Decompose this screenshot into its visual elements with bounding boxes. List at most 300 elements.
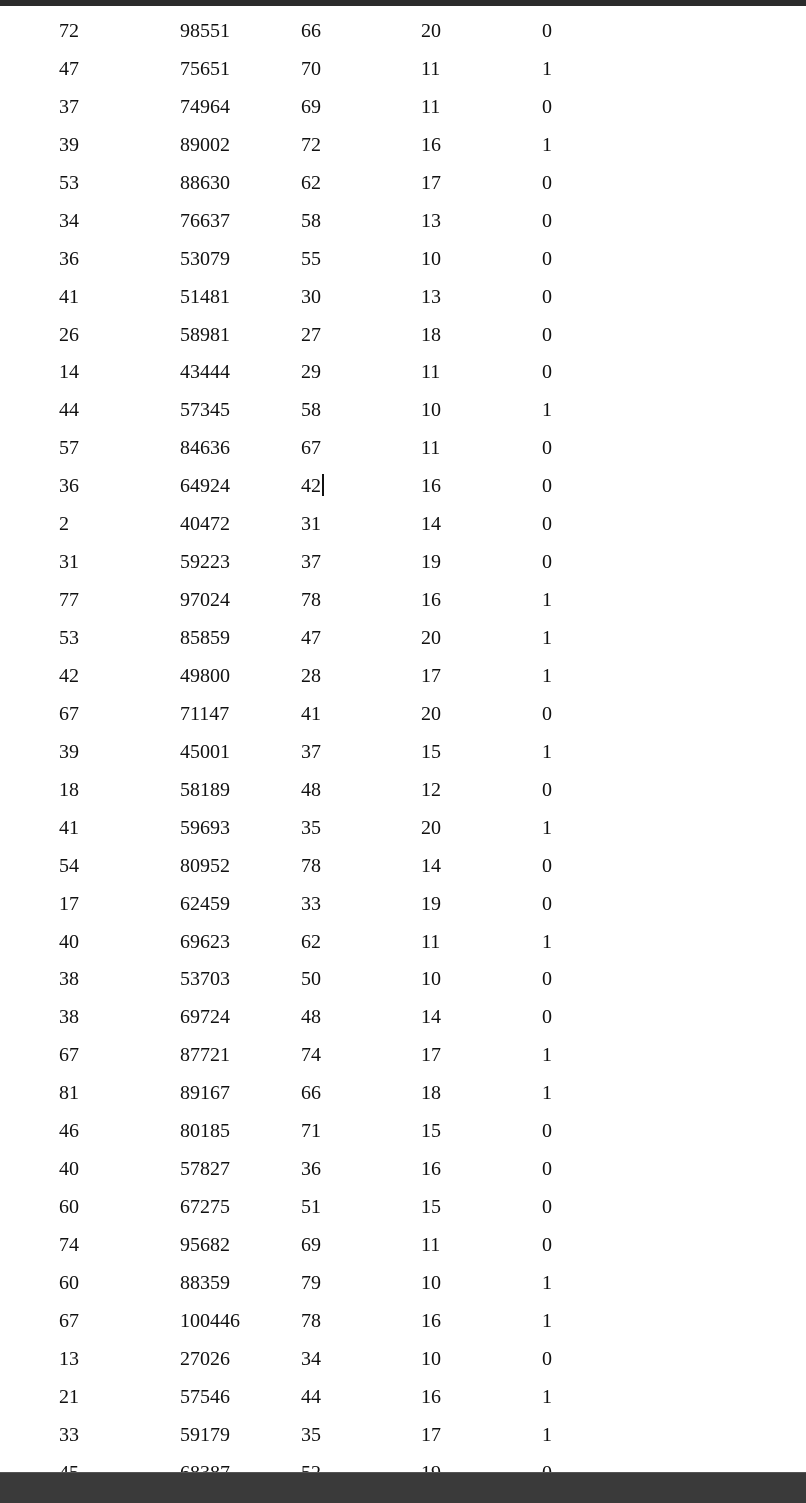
cell-value: 69	[301, 95, 321, 118]
cell-value: 79	[301, 1271, 321, 1294]
table-cell[interactable]	[542, 778, 552, 802]
table-cell[interactable]	[180, 1271, 230, 1295]
table-cell[interactable]	[421, 398, 441, 422]
table-cell[interactable]	[542, 57, 552, 81]
table-cell[interactable]	[421, 1347, 441, 1371]
cell-value: 11	[421, 361, 441, 384]
table-cell[interactable]	[180, 398, 230, 422]
table-cell[interactable]	[59, 133, 79, 157]
cell-value: 14	[421, 513, 441, 536]
table-cell[interactable]	[59, 247, 79, 271]
table-cell[interactable]	[59, 1347, 79, 1371]
table-cell[interactable]	[301, 1157, 321, 1181]
cell-value: 31	[301, 513, 321, 536]
table-cell[interactable]	[421, 626, 441, 650]
table-row	[0, 854, 806, 892]
table-cell[interactable]	[542, 892, 552, 916]
cell-value: 33	[59, 1423, 79, 1446]
table-cell[interactable]	[59, 1043, 79, 1067]
table-row	[0, 95, 806, 133]
cell-value: 80952	[180, 854, 230, 877]
table-row	[0, 57, 806, 95]
table-cell[interactable]	[59, 1005, 79, 1029]
cell-value: 1	[542, 1082, 552, 1105]
table-cell[interactable]	[180, 209, 230, 233]
cell-value: 17	[421, 1423, 441, 1446]
table-cell[interactable]	[301, 854, 321, 878]
cell-value: 84636	[180, 437, 230, 460]
table-cell[interactable]	[542, 1119, 552, 1143]
table-cell[interactable]	[421, 778, 441, 802]
table-cell[interactable]	[421, 1081, 441, 1105]
table-cell[interactable]	[59, 1233, 79, 1257]
table-cell[interactable]	[542, 1347, 552, 1371]
table-cell[interactable]	[59, 323, 79, 347]
table-cell[interactable]	[59, 550, 79, 574]
table-cell[interactable]	[421, 1195, 441, 1219]
table-cell[interactable]	[59, 474, 79, 498]
table-row	[0, 247, 806, 285]
cell-value: 10	[421, 399, 441, 422]
cell-value: 0	[542, 551, 552, 574]
cell-value: 46	[59, 1120, 79, 1143]
table-cell[interactable]	[421, 1005, 441, 1029]
cell-value: 66	[301, 1082, 321, 1105]
table-cell[interactable]	[421, 247, 441, 271]
table-cell[interactable]	[301, 550, 321, 574]
status-bar	[0, 1472, 806, 1503]
table-cell[interactable]	[301, 1119, 321, 1143]
table-cell[interactable]	[59, 892, 79, 916]
table-cell[interactable]	[180, 1005, 230, 1029]
table-row	[0, 285, 806, 323]
cell-value: 41	[59, 285, 79, 308]
table-cell[interactable]	[542, 816, 552, 840]
table-cell[interactable]	[301, 930, 321, 954]
table-cell[interactable]	[542, 133, 552, 157]
table-row	[0, 360, 806, 398]
table-cell[interactable]	[59, 209, 79, 233]
cell-value: 89167	[180, 1082, 230, 1105]
table-cell[interactable]	[59, 360, 79, 384]
table-cell[interactable]	[421, 816, 441, 840]
table-cell[interactable]	[542, 171, 552, 195]
table-row	[0, 474, 806, 512]
table-cell[interactable]	[301, 1309, 321, 1333]
table-cell[interactable]	[301, 588, 321, 612]
table-cell[interactable]	[542, 550, 552, 574]
table-row	[0, 1309, 806, 1347]
cell-value: 40	[59, 1158, 79, 1181]
table-cell[interactable]	[180, 1119, 230, 1143]
table-cell[interactable]	[59, 1423, 79, 1447]
table-cell[interactable]	[59, 171, 79, 195]
table-cell[interactable]	[542, 1043, 552, 1067]
table-cell[interactable]	[301, 1385, 321, 1409]
table-cell[interactable]	[542, 474, 552, 498]
table-cell[interactable]	[180, 588, 230, 612]
table-cell[interactable]	[180, 854, 230, 878]
table-cell[interactable]	[542, 436, 552, 460]
table-cell[interactable]	[59, 1385, 79, 1409]
table-cell[interactable]	[59, 778, 79, 802]
cell-value: 76637	[180, 209, 230, 232]
table-cell[interactable]	[180, 1157, 230, 1181]
table-cell[interactable]	[59, 1119, 79, 1143]
table-cell[interactable]	[542, 360, 552, 384]
cell-value: 0	[542, 95, 552, 118]
cell-value: 57827	[180, 1158, 230, 1181]
table-cell[interactable]	[59, 854, 79, 878]
table-cell[interactable]	[421, 1119, 441, 1143]
table-cell[interactable]	[542, 512, 552, 536]
cell-value: 74964	[180, 95, 230, 118]
table-cell[interactable]	[301, 285, 321, 309]
table-cell[interactable]	[180, 1309, 240, 1333]
cell-value: 0	[542, 1347, 552, 1370]
table-cell[interactable]	[542, 1005, 552, 1029]
cell-value: 17	[421, 664, 441, 687]
table-cell[interactable]	[421, 171, 441, 195]
table-cell[interactable]	[421, 360, 440, 384]
cell-value: 16	[421, 589, 441, 612]
table-row	[0, 550, 806, 588]
cell-value: 97024	[180, 589, 230, 612]
cell-value: 0	[542, 475, 552, 498]
table-cell[interactable]	[542, 19, 552, 43]
table-cell[interactable]	[542, 285, 552, 309]
table-cell[interactable]	[180, 1081, 230, 1105]
cell-value: 40	[59, 930, 79, 953]
table-cell[interactable]	[301, 816, 321, 840]
table-cell[interactable]	[301, 740, 321, 764]
table-cell[interactable]	[301, 95, 321, 119]
table-cell[interactable]	[180, 474, 230, 498]
table-cell[interactable]	[301, 1005, 321, 1029]
table-cell[interactable]	[59, 1195, 79, 1219]
table-cell[interactable]	[301, 512, 321, 536]
table-cell[interactable]	[542, 323, 552, 347]
table-cell[interactable]	[542, 1271, 552, 1295]
cell-value: 57	[59, 437, 79, 460]
table-cell[interactable]	[542, 664, 552, 688]
table-cell[interactable]	[180, 778, 230, 802]
table-cell[interactable]	[59, 398, 79, 422]
cell-value: 34	[59, 209, 79, 232]
table-cell[interactable]	[542, 95, 552, 119]
table-cell[interactable]	[59, 702, 79, 726]
table-cell[interactable]	[542, 967, 552, 991]
cell-value: 13	[421, 209, 441, 232]
table-row	[0, 1423, 806, 1461]
cell-value: 0	[542, 702, 552, 725]
table-cell[interactable]	[301, 1081, 321, 1105]
table-row	[0, 740, 806, 778]
table-cell[interactable]	[301, 247, 321, 271]
table-cell[interactable]	[301, 474, 324, 498]
table-cell[interactable]	[180, 550, 230, 574]
table-cell[interactable]	[542, 398, 552, 422]
table-cell[interactable]	[180, 247, 230, 271]
table-cell[interactable]	[301, 57, 321, 81]
cell-value: 18	[421, 1082, 441, 1105]
cell-value: 1	[542, 1309, 552, 1332]
table-row	[0, 778, 806, 816]
cell-value: 16	[421, 475, 441, 498]
table-cell[interactable]	[180, 1385, 230, 1409]
table-cell[interactable]	[180, 1423, 230, 1447]
table-cell[interactable]	[180, 702, 229, 726]
cell-value: 98551	[180, 20, 230, 42]
table-cell[interactable]	[421, 930, 440, 954]
table-row	[0, 1195, 806, 1233]
table-cell[interactable]	[301, 1233, 321, 1257]
table-cell[interactable]	[301, 436, 321, 460]
table-cell[interactable]	[421, 550, 441, 574]
cell-value: 11	[421, 437, 441, 460]
cell-value: 45001	[180, 740, 230, 763]
table-cell[interactable]	[180, 95, 230, 119]
table-cell[interactable]	[542, 1081, 552, 1105]
table-cell[interactable]	[542, 626, 552, 650]
table-cell[interactable]	[59, 1309, 79, 1333]
table-cell[interactable]	[180, 323, 230, 347]
cell-value: 54	[59, 854, 79, 877]
cell-value: 74	[301, 1044, 321, 1067]
table-cell[interactable]	[180, 436, 230, 460]
cell-value: 36	[59, 475, 79, 498]
table-cell[interactable]	[180, 57, 230, 81]
table-cell[interactable]	[180, 1233, 230, 1257]
table-cell[interactable]	[59, 1157, 79, 1181]
table-cell[interactable]	[421, 436, 440, 460]
table-cell[interactable]	[542, 1385, 552, 1409]
cell-value: 60	[59, 1196, 79, 1219]
table-row	[0, 1043, 806, 1081]
cell-value: 1	[542, 1385, 552, 1408]
table-cell[interactable]	[421, 892, 441, 916]
table-cell[interactable]	[301, 702, 321, 726]
table-row	[0, 1271, 806, 1309]
cell-value: 16	[421, 133, 441, 156]
table-cell[interactable]	[542, 740, 552, 764]
table-row	[0, 664, 806, 702]
table-cell[interactable]	[542, 1423, 552, 1447]
table-cell[interactable]	[421, 588, 441, 612]
table-cell[interactable]	[180, 1043, 230, 1067]
table-cell[interactable]	[542, 588, 552, 612]
table-cell[interactable]	[421, 19, 441, 43]
table-cell[interactable]	[421, 285, 441, 309]
cell-value: 62	[301, 171, 321, 194]
table-cell[interactable]	[421, 702, 441, 726]
table-cell[interactable]	[301, 626, 321, 650]
cell-value: 38	[59, 968, 79, 991]
table-cell[interactable]	[421, 1233, 440, 1257]
table-cell[interactable]	[542, 1233, 552, 1257]
table-cell[interactable]	[301, 1195, 321, 1219]
table-cell[interactable]	[421, 95, 440, 119]
table-cell[interactable]	[542, 702, 552, 726]
table-cell[interactable]	[59, 664, 79, 688]
cell-value: 57546	[180, 1385, 230, 1408]
cell-value: 100446	[180, 1309, 240, 1332]
table-cell[interactable]	[59, 740, 79, 764]
table-cell[interactable]	[59, 930, 79, 954]
table-cell[interactable]	[180, 967, 230, 991]
cell-value: 0	[542, 171, 552, 194]
table-cell[interactable]	[421, 740, 441, 764]
table-cell[interactable]	[180, 664, 230, 688]
table-cell[interactable]	[421, 1157, 441, 1181]
cell-value: 71147	[180, 702, 230, 725]
table-cell[interactable]	[421, 1423, 441, 1447]
table-cell[interactable]	[542, 247, 552, 271]
cell-value: 39	[59, 133, 79, 156]
table-cell[interactable]	[301, 209, 321, 233]
table-cell[interactable]	[301, 323, 321, 347]
cell-value: 70	[301, 57, 321, 80]
cell-value: 58	[301, 209, 321, 232]
cell-value: 59693	[180, 816, 230, 839]
table-cell[interactable]	[421, 664, 441, 688]
table-cell[interactable]	[180, 19, 230, 43]
cell-value: 29	[301, 361, 321, 384]
table-cell[interactable]	[421, 1043, 441, 1067]
table-row	[0, 1233, 806, 1271]
cell-value: 77	[59, 589, 79, 612]
table-cell[interactable]	[301, 1347, 321, 1371]
table-cell[interactable]	[542, 209, 552, 233]
table-cell[interactable]	[421, 209, 441, 233]
table-cell[interactable]	[180, 740, 230, 764]
cell-value: 0	[542, 968, 552, 991]
table-cell[interactable]	[59, 512, 69, 536]
table-cell[interactable]	[301, 664, 321, 688]
table-cell[interactable]	[301, 360, 321, 384]
cell-value: 33	[301, 892, 321, 915]
table-cell[interactable]	[421, 323, 441, 347]
table-cell[interactable]	[421, 57, 440, 81]
table-cell[interactable]	[421, 512, 441, 536]
cell-value: 53	[59, 627, 79, 649]
table-cell[interactable]	[59, 436, 79, 460]
table-cell[interactable]	[180, 930, 230, 954]
cell-value: 81	[59, 1082, 79, 1105]
cell-value: 59223	[180, 551, 230, 574]
table-row	[0, 892, 806, 930]
table-cell[interactable]	[180, 892, 230, 916]
cell-value: 47	[59, 57, 79, 80]
cell-value: 51	[301, 1196, 321, 1219]
cell-value: 15	[421, 1196, 441, 1219]
table-cell[interactable]	[542, 1309, 552, 1333]
cell-value: 17	[59, 892, 79, 915]
cell-value: 40472	[180, 513, 230, 536]
table-cell[interactable]	[542, 1195, 552, 1219]
table-row	[0, 436, 806, 474]
table-cell[interactable]	[59, 626, 79, 650]
cell-value: 62459	[180, 892, 230, 915]
cell-value: 1	[542, 1423, 552, 1446]
table-cell[interactable]	[421, 967, 441, 991]
cell-value: 0	[542, 892, 552, 915]
table-cell[interactable]	[180, 360, 230, 384]
table-row	[0, 1119, 806, 1157]
table-row	[0, 323, 806, 361]
table-cell[interactable]	[542, 854, 552, 878]
table-cell[interactable]	[542, 1157, 552, 1181]
cell-value: 87721	[180, 1044, 230, 1067]
table-cell[interactable]	[301, 1271, 321, 1295]
table-cell[interactable]	[301, 778, 321, 802]
cell-value: 20	[421, 20, 441, 42]
table-cell[interactable]	[59, 95, 79, 119]
table-cell[interactable]	[301, 19, 321, 43]
table-cell[interactable]	[59, 588, 79, 612]
cell-value: 69623	[180, 930, 230, 953]
table-cell[interactable]	[301, 398, 321, 422]
table-cell[interactable]	[301, 967, 321, 991]
table-cell[interactable]	[421, 1385, 441, 1409]
table-cell[interactable]	[301, 892, 321, 916]
table-cell[interactable]	[59, 1081, 79, 1105]
cell-value: 28	[301, 664, 321, 687]
table-cell[interactable]	[59, 57, 79, 81]
table-cell[interactable]	[59, 967, 79, 991]
table-cell[interactable]	[421, 474, 441, 498]
cell-value: 1	[542, 133, 552, 156]
table-cell[interactable]	[180, 171, 230, 195]
table-cell[interactable]	[180, 1195, 230, 1219]
table-cell[interactable]	[301, 1043, 321, 1067]
cell-value: 11	[421, 57, 441, 80]
cell-value: 67	[59, 1309, 79, 1332]
cell-value: 71	[301, 1120, 321, 1143]
cell-value: 67275	[180, 1196, 230, 1219]
cell-value: 69	[301, 1234, 321, 1256]
table-row	[0, 209, 806, 247]
document-page[interactable]	[0, 6, 806, 1472]
cell-value: 36	[59, 247, 79, 270]
table-cell[interactable]	[421, 1271, 441, 1295]
table-cell[interactable]	[180, 133, 230, 157]
table-cell[interactable]	[180, 285, 230, 309]
table-cell[interactable]	[59, 19, 79, 43]
table-cell[interactable]	[59, 1271, 79, 1295]
table-cell[interactable]	[301, 171, 321, 195]
cell-value: 1	[542, 627, 552, 649]
table-cell[interactable]	[421, 1309, 441, 1333]
table-cell[interactable]	[301, 133, 321, 157]
table-cell[interactable]	[301, 1423, 321, 1447]
cell-value: 80185	[180, 1120, 230, 1143]
table-cell[interactable]	[421, 854, 441, 878]
table-cell[interactable]	[421, 133, 441, 157]
table-cell[interactable]	[180, 1347, 230, 1371]
cell-value: 16	[421, 1309, 441, 1332]
table-cell[interactable]	[542, 930, 552, 954]
cell-value: 0	[542, 209, 552, 232]
cell-value: 53	[59, 171, 79, 194]
cell-value: 13	[59, 1347, 79, 1370]
table-cell[interactable]	[59, 285, 79, 309]
table-cell[interactable]	[59, 816, 79, 840]
table-cell[interactable]	[180, 626, 230, 650]
table-cell[interactable]	[180, 816, 230, 840]
cell-value: 11	[421, 930, 441, 953]
table-cell[interactable]	[180, 512, 230, 536]
